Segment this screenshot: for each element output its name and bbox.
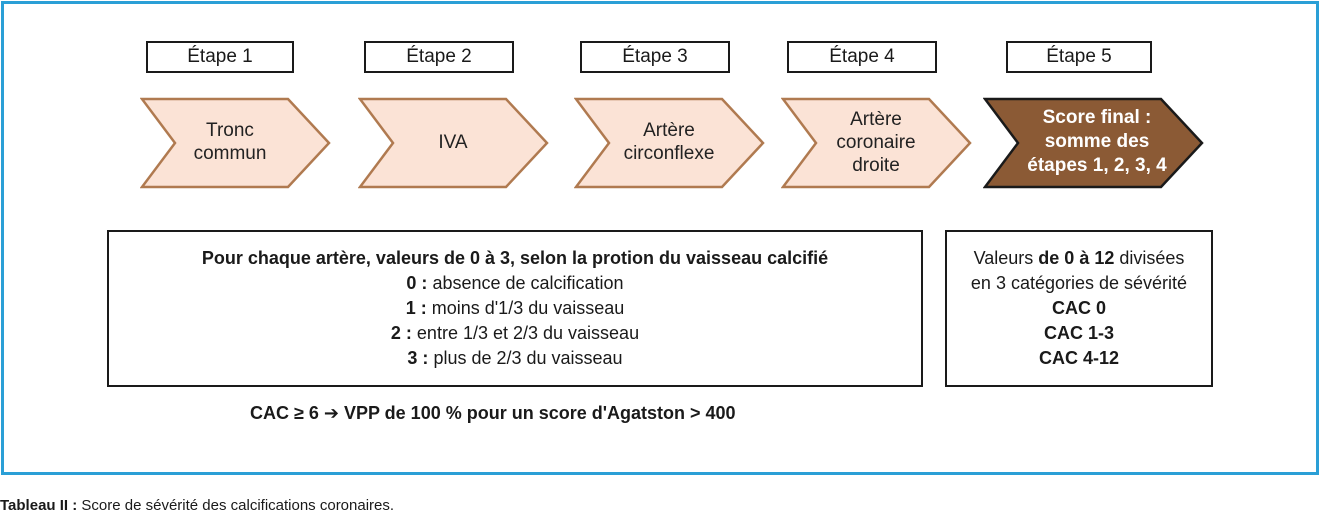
value-row-1: 1 : moins d'1/3 du vaisseau	[405, 298, 625, 318]
step-1-label: Étape 1	[146, 41, 294, 73]
ppv-note: CAC ≥ 6 ➔ VPP de 100 % pour un score d'Agatston > 400	[250, 403, 736, 423]
value-row-3: 3 : plus de 2/3 du vaisseau	[407, 348, 623, 368]
arrow-right-icon: ➔	[323, 403, 339, 423]
categories-line-1: Valeurs de 0 à 12 divisées	[973, 248, 1185, 268]
step-5-label: Étape 5	[1006, 41, 1152, 73]
step-3-text: Artère circonflexe	[623, 120, 715, 164]
categories-line-2: en 3 catégories de sévérité	[970, 273, 1188, 293]
values-box-title: Pour chaque artère, valeurs de 0 à 3, selon la protion du vaisseau calcifié	[201, 248, 829, 268]
step-3-label: Étape 3	[580, 41, 730, 73]
step-4-text: Artère coronaire droite	[836, 108, 916, 176]
categories-box	[945, 230, 1213, 387]
values-box	[107, 230, 923, 387]
step-5-text: Score final : somme des étapes 1, 2, 3, 4	[1027, 107, 1167, 176]
step-4-label: Étape 4	[787, 41, 937, 73]
value-row-2: 2 : entre 1/3 et 2/3 du vaisseau	[390, 323, 640, 343]
step-2-text: IVA	[438, 131, 468, 153]
step-1-text: Tronc commun	[193, 120, 267, 164]
category-cac-4-12: CAC 4-12	[1038, 348, 1120, 368]
category-cac-1-3: CAC 1-3	[1043, 323, 1114, 343]
step-2-label: Étape 2	[364, 41, 514, 73]
category-cac-0: CAC 0	[1051, 298, 1106, 318]
value-row-0: 0 : absence de calcification	[406, 273, 624, 293]
figure-caption: Tableau II : Score de sévérité des calcifications coronaires.	[0, 497, 395, 514]
